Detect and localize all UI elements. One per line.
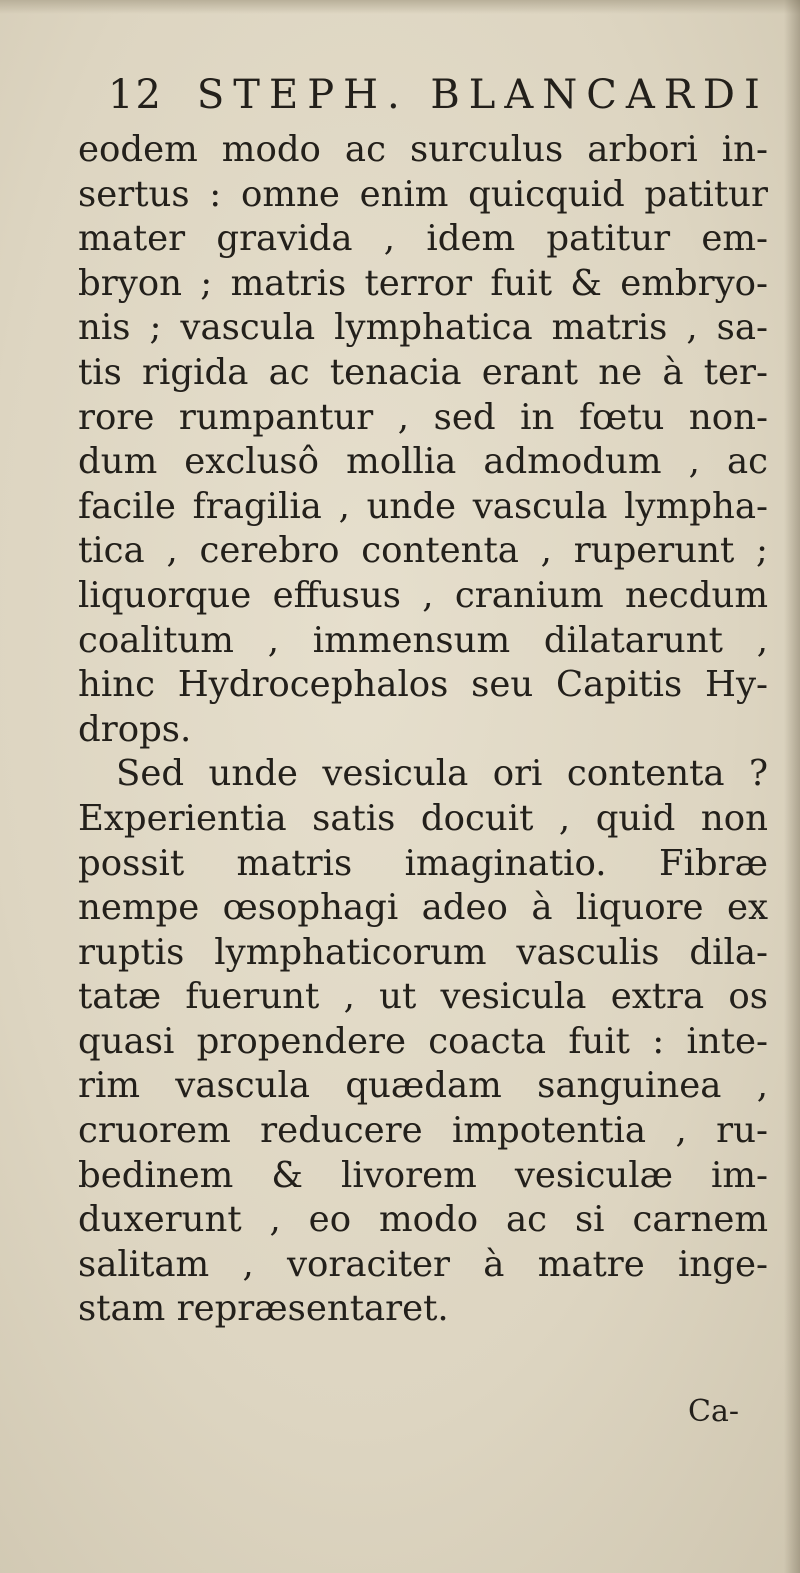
text-line: dum exclusô mollia admodum , ac — [78, 441, 768, 483]
text-line: tis rigida ac tenacia erant ne à ter- — [78, 351, 768, 393]
text-line: quasi propendere coacta fuit : inte- — [78, 1020, 768, 1062]
text-line: bedinem & livorem vesiculæ im- — [78, 1154, 768, 1196]
text-line: mater gravida , idem patitur em- — [78, 218, 768, 260]
text-line: duxerunt , eo modo ac si carnem — [78, 1199, 768, 1241]
text-line: ruptis lymphaticorum vasculis dila- — [78, 931, 768, 973]
text-line: Sed unde vesicula ori contenta ? — [116, 753, 768, 795]
text-line: coalitum , immensum dilatarunt , — [78, 619, 768, 661]
text-line: cruorem reducere impotentia , ru- — [78, 1110, 768, 1152]
text-line: possit matris imaginatio. Fibræ — [78, 842, 768, 884]
text-line: rim vascula quædam sanguinea , — [78, 1065, 768, 1107]
text-line: facile fragilia , unde vascula lympha- — [78, 485, 768, 527]
text-line: eodem modo ac surculus arbori in- — [78, 129, 768, 170]
text-line: hinc Hydrocephalos seu Capitis Hy- — [78, 664, 768, 706]
text-line: drops. — [78, 708, 192, 750]
text-line: bryon ; matris terror fuit & embryo- — [78, 262, 768, 304]
page-number: 12 — [108, 72, 163, 118]
running-title: STEPH. BLANCARDI — [196, 72, 769, 118]
text-line: rore rumpantur , sed in fœtu non- — [78, 396, 768, 438]
text-line: tica , cerebro contenta , ruperunt ; — [78, 530, 768, 572]
catchword: Ca- — [688, 1394, 739, 1429]
text-line: tatæ fuerunt , ut vesicula extra os — [78, 976, 768, 1018]
text-line: Experientia satis docuit , quid non — [78, 797, 768, 839]
page-gutter-shadow — [784, 0, 800, 1573]
running-header — [108, 72, 769, 118]
body-text — [78, 128, 768, 1332]
text-line: sertus : omne enim quicquid patitur — [78, 173, 768, 215]
text-line: liquorque effusus , cranium necdum — [78, 574, 768, 616]
text-line: nis ; vascula lymphatica matris , sa- — [78, 307, 768, 349]
text-line: salitam , voraciter à matre inge- — [78, 1243, 768, 1285]
text-line: stam repræsentaret. — [78, 1288, 449, 1330]
text-line: nempe œsophagi adeo à liquore ex — [78, 887, 768, 929]
page-top-shadow — [0, 0, 800, 14]
